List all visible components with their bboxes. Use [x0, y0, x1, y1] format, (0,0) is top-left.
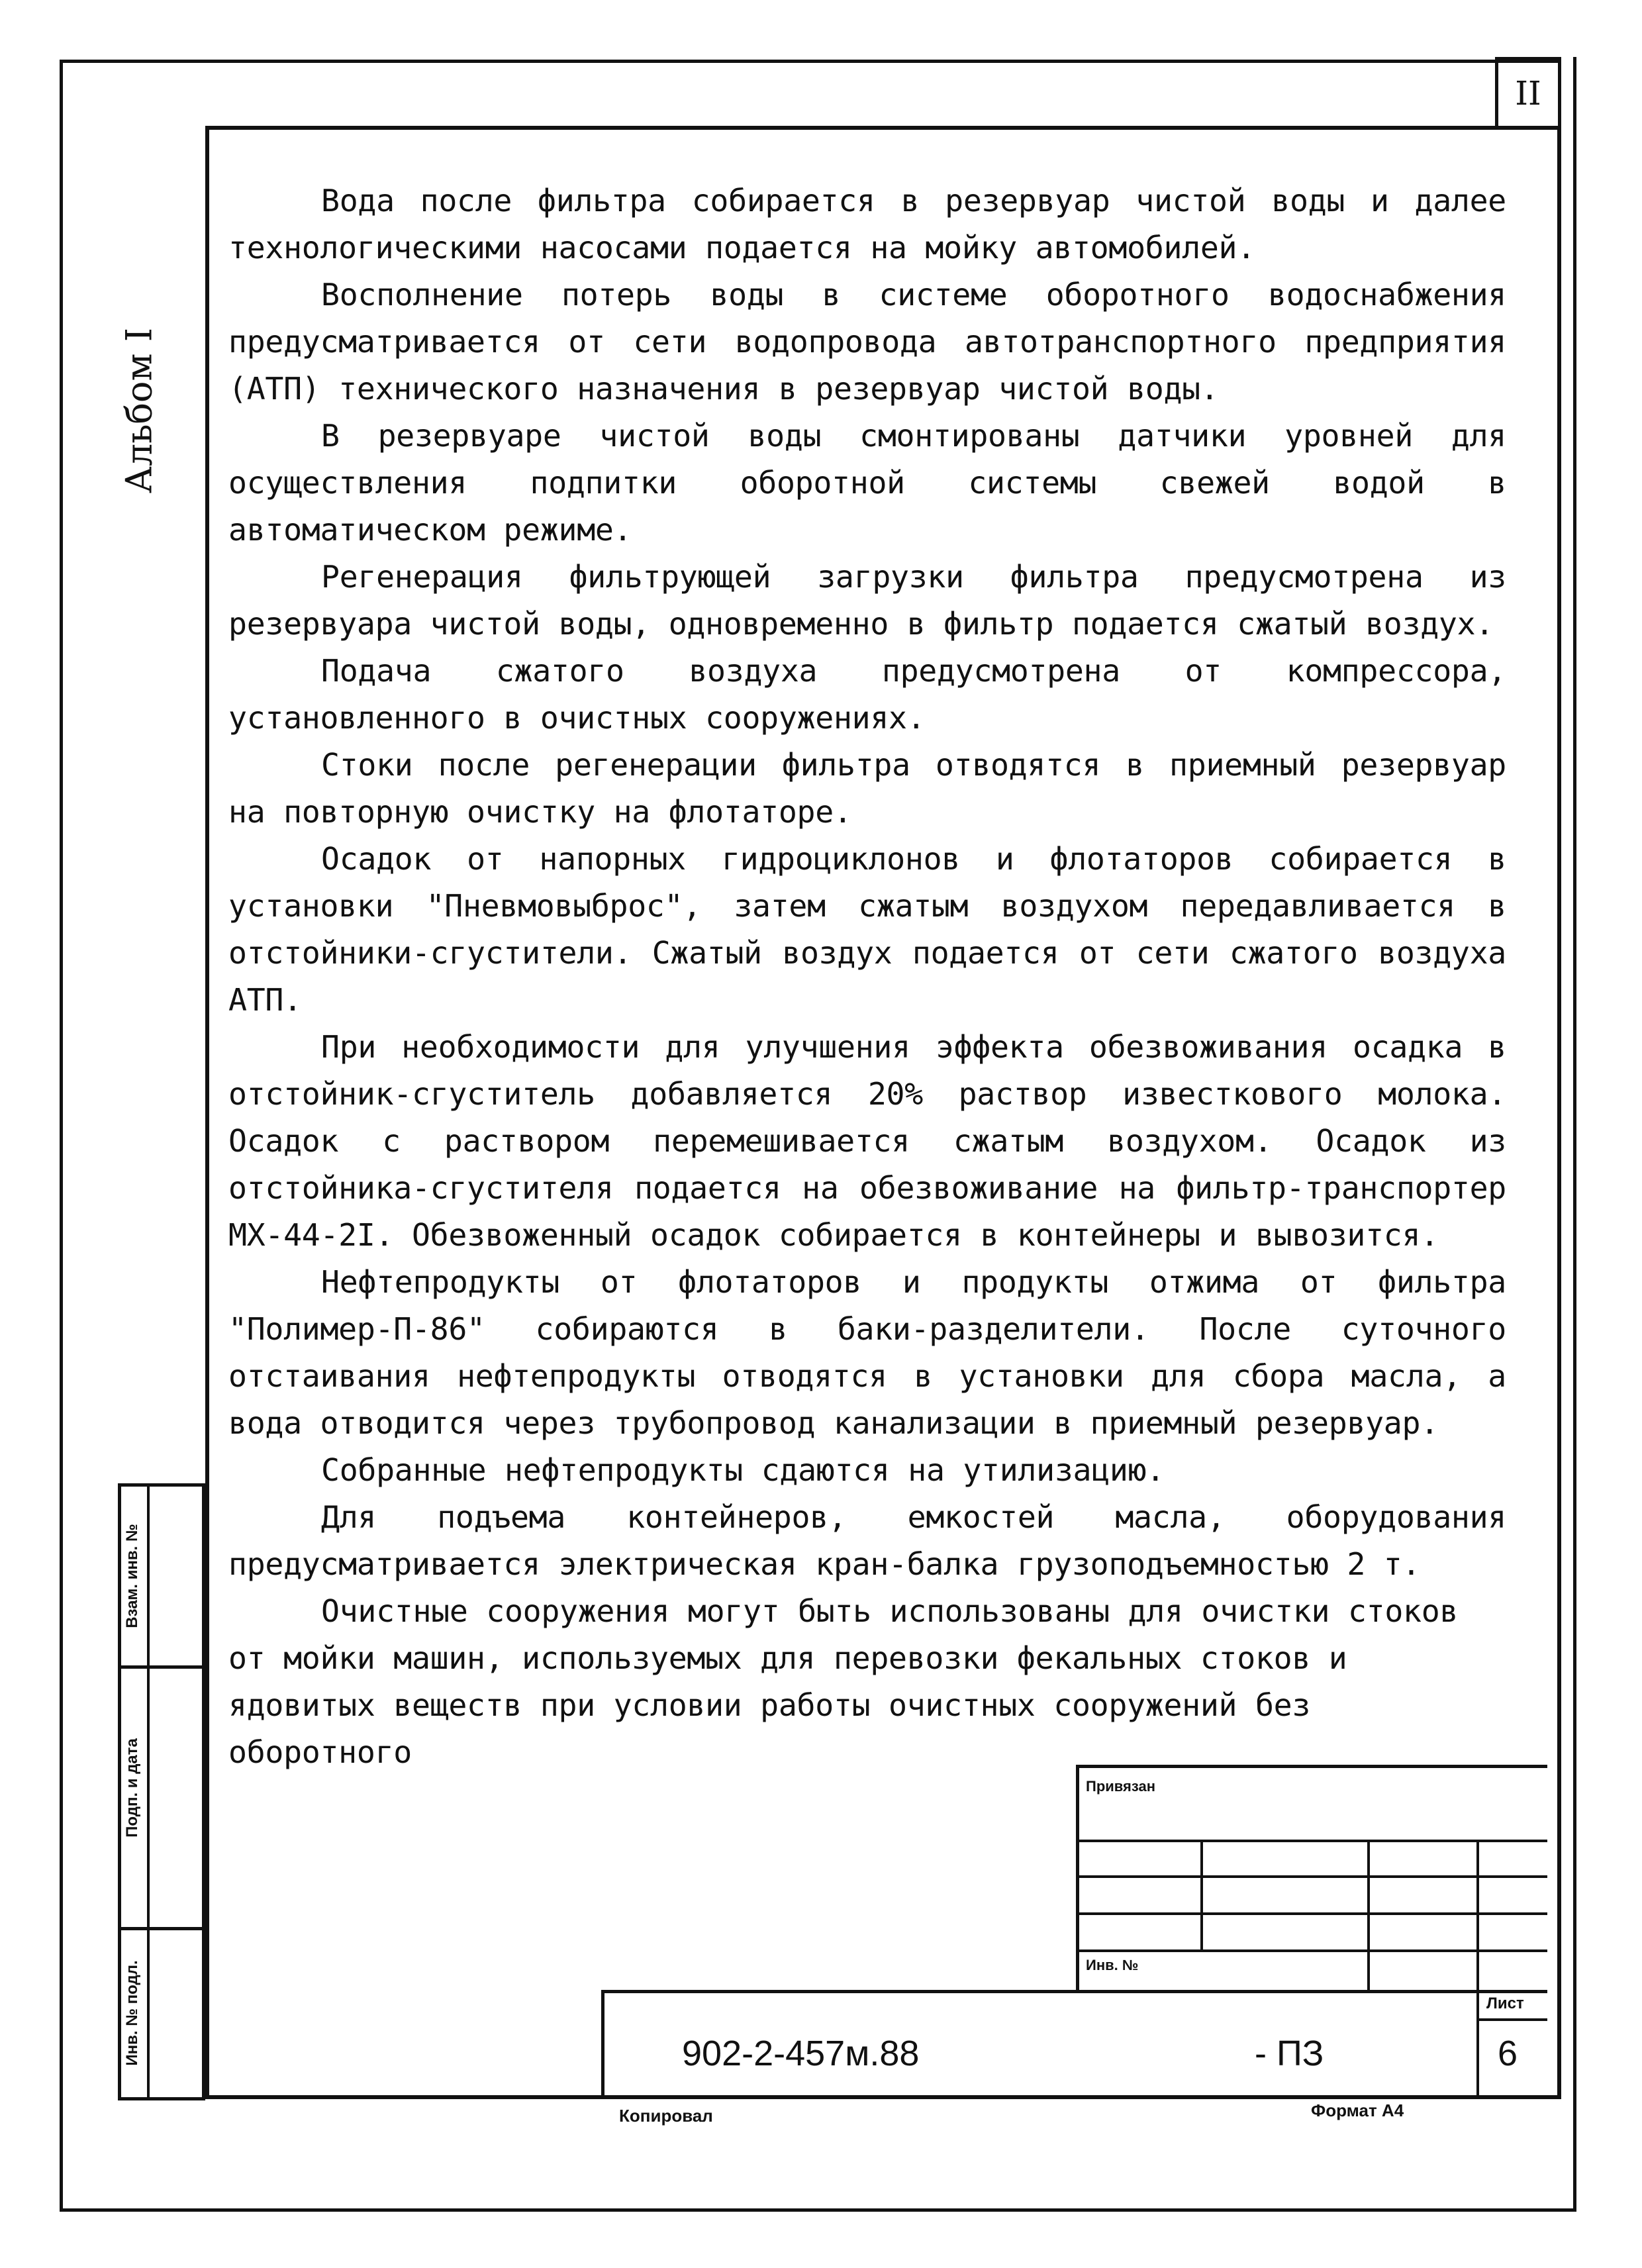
- grid-v2: [1367, 1840, 1370, 1993]
- sheet-number: 6: [1498, 2034, 1518, 2073]
- paragraph: Очистные сооружения могут быть использованы для очистки стоков от мойки машин, используемых для перевозки фекальных стоков и ядовитых веществ при условии работы очистных сооружений без оборотного: [228, 1593, 1459, 1770]
- doc-suffix: - ПЗ: [1255, 2034, 1324, 2073]
- paragraph: Стоки после регенерации фильтра отводятся в приемный резервуар на повторную очистку на флотаторе.: [228, 747, 1506, 830]
- sheet-cell-divider: [1476, 1990, 1479, 2099]
- paragraph: Осадок от напорных гидроциклонов и флотаторов собирается в установки "Пневмовыброс", затем сжатым воздухом передавливается в отстойники-сгустители. Сжатый воздух подается от сети сжатого воздуха АТП.: [228, 841, 1506, 1018]
- inv-no-label: Инв. №: [1086, 1957, 1139, 1973]
- paragraph: Нефтепродукты от флотаторов и продукты отжима от фильтра "Полимер-П-86" собираются в баки-разделители. После суточного отстаивания нефтепродукты отводятся в установки для сбора масла, а вода отводится через трубопровод канализации в приемный резервуар.: [228, 1264, 1506, 1441]
- doc-code: 902-2-457м.88: [682, 2034, 920, 2073]
- outer-right-border: [1573, 57, 1576, 2212]
- footer-format: Формат А4: [1311, 2100, 1404, 2120]
- side-label-podp-data: Подп. и дата: [123, 1738, 141, 1838]
- sheet-label: Лист: [1486, 1995, 1524, 2012]
- side-stamp-divider: [147, 1483, 150, 2099]
- privyazan-label: Привязан: [1086, 1778, 1156, 1795]
- side-label-inv-podl: Инв. № подл.: [123, 1960, 141, 2066]
- outer-bottom-border: [60, 2208, 1576, 2212]
- footer-copied: Копировал: [619, 2106, 713, 2126]
- side-label-vzam-inv: Взам. инв. №: [123, 1524, 141, 1628]
- paragraph: Подача сжатого воздуха предусмотрена от компрессора, установленного в очистных сооружениях.: [228, 653, 1506, 736]
- paragraph: Собранные нефтепродукты сдаются на утилизацию.: [321, 1452, 1165, 1488]
- paragraph: Для подъема контейнеров, емкостей масла, оборудования предусматривается электрическая кран-балка грузоподъемностью 2 т.: [228, 1499, 1506, 1582]
- paragraph: Восполнение потерь воды в системе оборотного водоснабжения предусматривается от сети водопровода автотранспортного предприятия (АТП) технического назначения в резервуар чистой воды.: [228, 277, 1506, 407]
- paragraph: Регенерация фильтрующей загрузки фильтра предусмотрена из резервуара чистой воды, одновременно в фильтр подается сжатый воздух.: [228, 559, 1506, 642]
- paragraph: В резервуаре чистой воды смонтированы датчики уровней для осуществления подпитки оборотной системы свежей водой в автоматическом режиме.: [228, 418, 1506, 548]
- outer-top-border: [60, 60, 1561, 63]
- paragraph: При необходимости для улучшения эффекта обезвоживания осадка в отстойник-сгуститель добавляется 20% раствор известкового молока. Осадок с раствором перемешивается сжатым воздухом. Осадок из отстойника-сгустителя подается на обезвоживание на фильтр-транспортер МХ-44-2I. Обезвоженный осадок собирается в контейнеры и вывозится.: [228, 1029, 1506, 1253]
- paragraph: Вода после фильтра собирается в резервуар чистой воды и далее технологическими насосами подается на мойку автомобилей.: [228, 183, 1506, 266]
- page-number: II: [1515, 74, 1541, 113]
- page-number-box: [1495, 57, 1561, 126]
- outer-left-border: [60, 60, 63, 2212]
- grid-v3: [1476, 1840, 1479, 1993]
- album-label: Альбом I: [118, 327, 160, 494]
- sheet-label-divider: [1476, 2018, 1547, 2021]
- body-text: [228, 177, 1506, 1776]
- grid-v1: [1200, 1840, 1203, 1952]
